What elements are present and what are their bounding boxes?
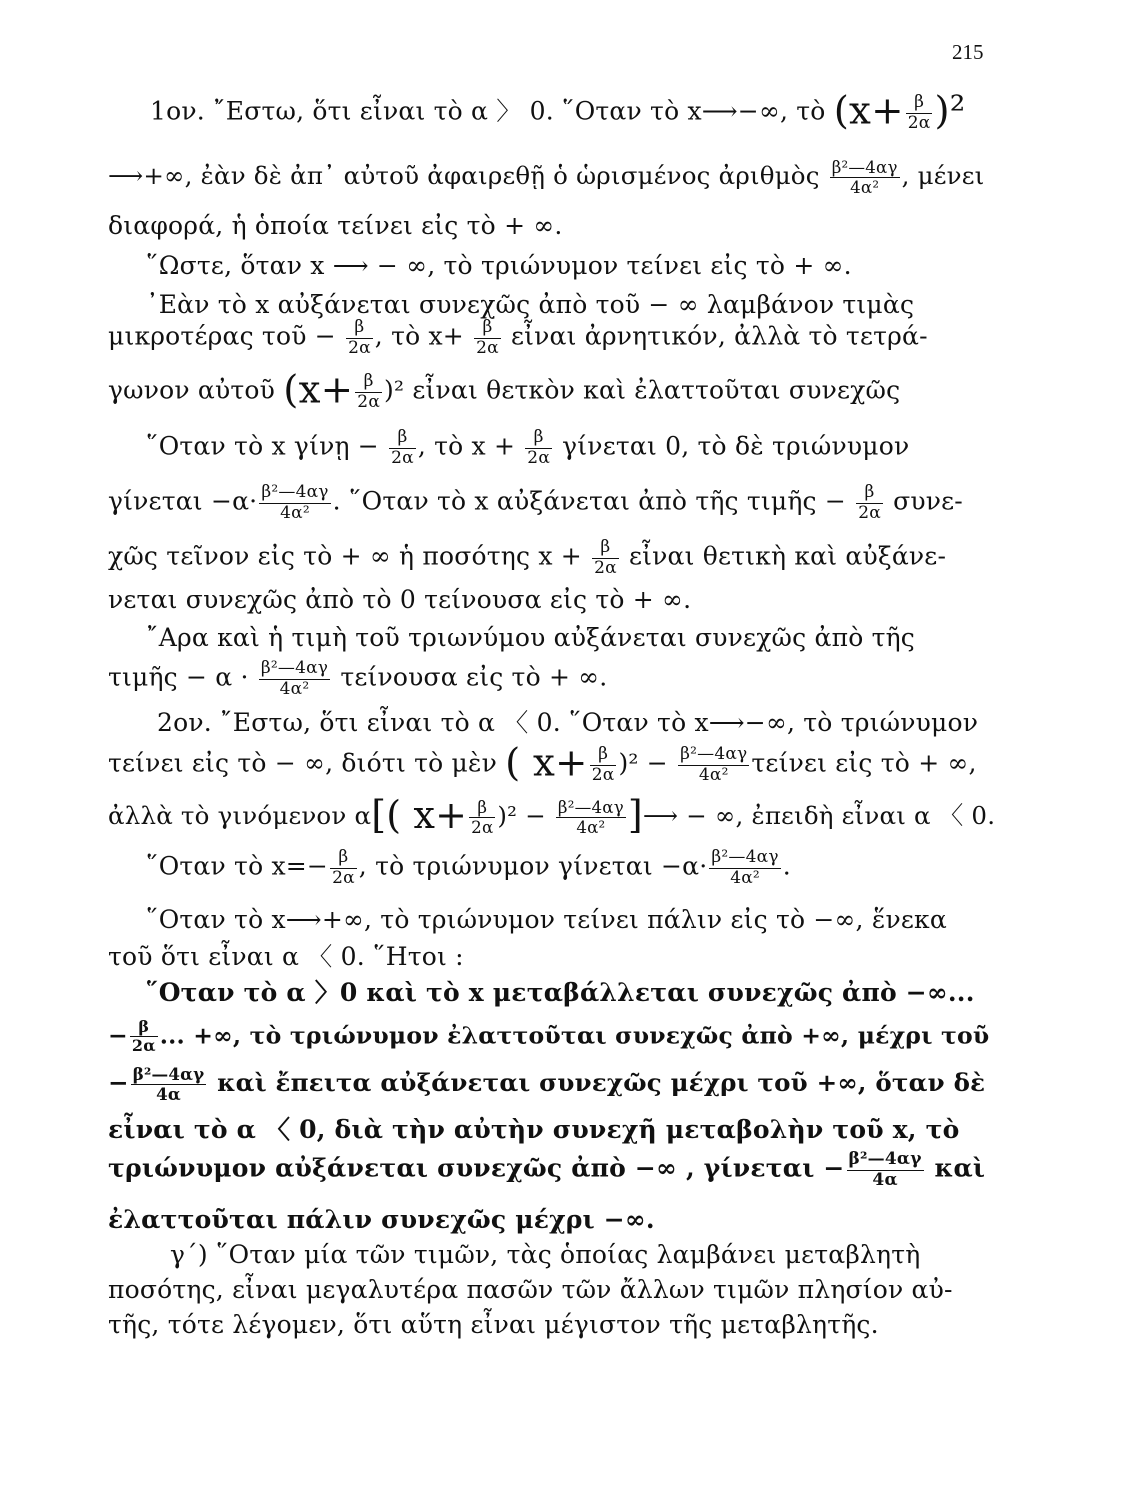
fraction-b-over-2a: $\frac{\beta}{2\alpha}$ xyxy=(591,744,615,785)
text-line-2 xyxy=(108,158,984,197)
page-number: 215 xyxy=(952,40,984,64)
fraction-b-over-2a: $\frac{\beta}{2\alpha}$ xyxy=(858,482,881,523)
text-line-26: γ΄) ῞Οταν μία τῶν τιμῶν, τὰς ὁποίας λαμβάνει μεταβλητὴ xyxy=(170,1240,921,1269)
fraction-b-over-2a: $\frac{\beta}{2\alpha}$ xyxy=(594,537,617,578)
fraction-b-over-2a: $\frac{\beta}{2\alpha}$ xyxy=(476,317,499,358)
fraction-discriminant: $\frac{\text{β²—4αγ}}{\text{4α²}}$ xyxy=(557,798,624,838)
fraction-b-over-2a: $\frac{\beta}{2\alpha}$ xyxy=(391,427,414,468)
text-line-22: − $\frac{\text{β²—4αγ}}{4\alpha}$ καὶ ἔπειτα αὐξάνεται συνεχῶς μέχρι τοῦ +∞, ὅταν δὲ xyxy=(108,1064,986,1105)
fraction-discriminant: $\frac{\text{β²—4αγ}}{\text{4α²}}$ xyxy=(260,658,329,699)
text-line-13: τιμῆς − α · $\frac{\text{β²—4αγ}}{\text{4α²}}$ τείνουσα εἰς τὸ + ∞. xyxy=(108,658,608,699)
text-line-7: γωνον αὐτοῦ (x+ $\frac{\beta}{2\alpha}$ )² εἶναι θετκὸν καὶ ἐλαττοῦται συνεχῶς xyxy=(108,367,901,413)
fraction-b-over-2a: $\frac{\beta}{2\alpha}$ xyxy=(527,427,550,468)
text-line-1 xyxy=(150,88,966,134)
fraction-b-over-2a: $\frac{\beta}{2\alpha}$ xyxy=(471,798,494,838)
text-line-8: ῞Οταν τὸ x γίνῃ − $\frac{\beta}{2\alpha}$ , τὸ x + $\frac{\beta}{2\alpha}$ γίνεται 0, τὸ δὲ τριώνυμον xyxy=(146,427,910,468)
fraction-discriminant: $\frac{\text{β²—4αγ}}{\text{4α²}}$ xyxy=(711,847,779,888)
text-line-15: τείνει εἰς τὸ − ∞, διότι τὸ μὲν ( x+ $\frac{\beta}{2\alpha}$ )² − $\frac{\text{β²—4αγ}}{\text{4α²}}$ τείνει εἰς τὸ + ∞, xyxy=(108,740,977,786)
fraction-discriminant-4a: $\frac{\text{β²—4αγ}}{4\alpha}$ xyxy=(132,1064,205,1105)
line-1-text-a: 1ον. ῎Εστω, ὅτι εἶναι τὸ α 〉 0. ῞Οταν τὸ x⟶−∞, τὸ xyxy=(150,96,826,126)
text-line-12: ῎Αρα καὶ ἡ τιμὴ τοῦ τριωνύμου αὐξάνεται συνεχῶς ἀπὸ τῆς xyxy=(146,623,916,652)
text-line-16: ἀλλὰ τὸ γινόμενον α[( x+ $\frac{\beta}{2\alpha}$ )² − $\frac{\text{β²—4αγ}}{\text{4α²}}$ ]⟶ − ∞, ἐπειδὴ εἶναι α 〈 0. xyxy=(108,793,996,838)
text-line-10: χῶς τεῖνον εἰς τὸ + ∞ ἡ ποσότης x + $\frac{\beta}{2\alpha}$ εἶναι θετικὴ καὶ αὐξάνε- xyxy=(108,537,947,578)
line-1-paren-open: (x+ xyxy=(833,88,904,134)
fraction-b-over-2a: $\frac{\beta}{2\alpha}$ xyxy=(131,1017,156,1056)
text-line-27: ποσότης, εἶναι μεγαλυτέρα πασῶν τῶν ἄλλων τιμῶν πλησίον αὐ- xyxy=(108,1275,953,1304)
text-line-4: ῞Ωστε, ὅταν x ⟶ − ∞, τὸ τριώνυμον τείνει εἰς τὸ + ∞. xyxy=(146,251,852,280)
fraction-b-over-2a: $\frac{\beta}{2\alpha}$ xyxy=(907,92,931,133)
fraction-discriminant: $\frac{\text{β²—4αγ}}{\text{4α²}}$ xyxy=(831,158,898,198)
text-line-20: ῞Οταν τὸ α 〉0 καὶ τὸ x μεταβάλλεται συνεχῶς ἀπὸ −∞... xyxy=(146,978,975,1007)
text-line-3: διαφορά, ἡ ὁποία τείνει εἰς τὸ + ∞. xyxy=(108,211,563,240)
text-line-23: εἶναι τὸ α 〈 0, διὰ τὴν αὐτὴν συνεχῆ μεταβολὴν τοῦ x, τὸ xyxy=(108,1115,960,1144)
text-line-28: τῆς, τότε λέγομεν, ὅτι αὕτη εἶναι μέγιστον τῆς μεταβλητῆς. xyxy=(108,1310,879,1339)
text-line-6: μικροτέρας τοῦ − $\frac{\beta}{2\alpha}$ , τὸ x+ $\frac{\beta}{2\alpha}$ εἶναι ἀρνητικόν, ἀλλὰ τὸ τετρά- xyxy=(108,317,928,358)
fraction-discriminant: $\frac{\text{β²—4αγ}}{\text{4α²}}$ xyxy=(680,744,748,785)
text-line-21: − $\frac{\beta}{2\alpha}$ ... +∞, τὸ τριώνυμον ἐλαττοῦται συνεχῶς ἀπὸ +∞, μέχρι τοῦ xyxy=(108,1017,990,1056)
text-line-19: τοῦ ὅτι εἶναι α 〈 0. ῞Ητοι : xyxy=(108,942,464,971)
text-line-25: ἐλαττοῦται πάλιν συνεχῶς μέχρι −∞. xyxy=(108,1205,655,1234)
text-line-17: ῞Οταν τὸ x=− $\frac{\beta}{2\alpha}$ , τὸ τριώνυμον γίνεται −α· $\frac{\text{β²—4αγ}}{\text{4α²}}$ . xyxy=(146,847,791,888)
line-2-text-b: , μένει xyxy=(901,161,985,191)
text-line-11: νεται συνεχῶς ἀπὸ τὸ 0 τείνουσα εἰς τὸ + ∞. xyxy=(108,585,692,614)
text-line-14: 2ον. ῎Εστω, ὅτι εἶναι τὸ α 〈 0. ῞Οταν τὸ x⟶−∞, τὸ τριώνυμον xyxy=(157,708,979,737)
text-line-24: τριώνυμον αὐξάνεται συνεχῶς ἀπὸ −∞ , γίνεται − $\frac{\text{β²—4αγ}}{4\alpha}$ καὶ xyxy=(108,1149,986,1190)
text-line-18: ῞Οταν τὸ x⟶+∞, τὸ τριώνυμον τείνει πάλιν εἰς τὸ −∞, ἕνεκα xyxy=(146,905,947,934)
text-line-9: γίνεται −α· $\frac{\text{β²—4αγ}}{\text{4α²}}$ . ῞Οταν τὸ x αὐξάνεται ἀπὸ τῆς τιμῆς − $\frac{\beta}{2\alpha}$ συνε- xyxy=(108,482,963,523)
fraction-discriminant-4a: $\frac{\text{β²—4αγ}}{4\alpha}$ xyxy=(848,1149,922,1190)
fraction-b-over-2a: $\frac{\beta}{2\alpha}$ xyxy=(348,317,371,358)
line-1-paren-close: )² xyxy=(934,88,966,134)
text-line-5: ᾽Εὰν τὸ x αὐξάνεται συνεχῶς ἀπὸ τοῦ − ∞ λαμβάνον τιμὰς xyxy=(146,290,915,319)
line-2-text-a: ⟶+∞, ἐὰν δὲ ἀπ᾽ αὐτοῦ ἀφαιρεθῇ ὁ ὡρισμένος ἀριθμὸς xyxy=(108,161,820,191)
fraction-b-over-2a: $\frac{\beta}{2\alpha}$ xyxy=(332,847,355,888)
fraction-discriminant: $\frac{\text{β²—4αγ}}{\text{4α²}}$ xyxy=(261,482,329,523)
fraction-b-over-2a: $\frac{\beta}{2\alpha}$ xyxy=(357,371,380,412)
